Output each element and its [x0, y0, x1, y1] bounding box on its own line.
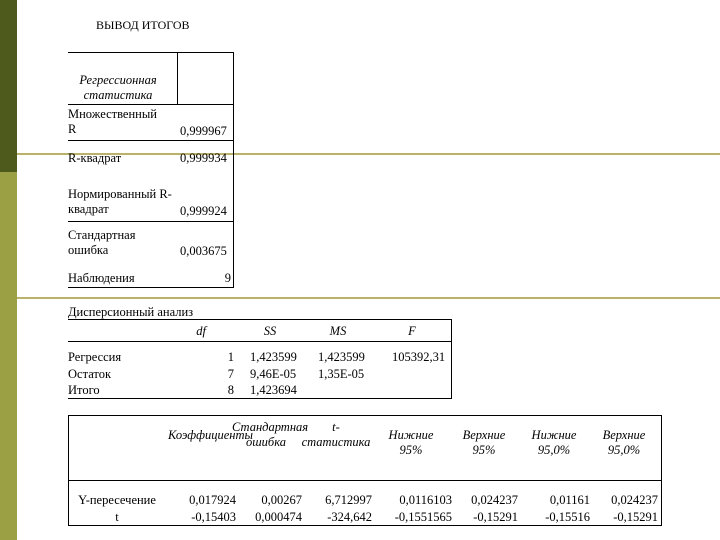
decorative-rule — [17, 153, 720, 155]
coef-header: Стандартная ошибка — [232, 420, 309, 449]
coef-row-label: Y-пересечение — [78, 493, 156, 507]
coef-header: Коэффициенты — [168, 428, 253, 442]
stat-value: 0,999967 — [180, 124, 227, 138]
coef-cell: 0,0116103 — [399, 493, 452, 507]
coef-cell: 0,024237 — [471, 493, 518, 507]
coef-cell: 0,000474 — [255, 510, 302, 524]
coef-cell: 6,712997 — [325, 493, 372, 507]
coef-cell: 0,01161 — [549, 493, 590, 507]
anova-header-ms: MS — [329, 324, 347, 338]
anova-cell: 1 — [227, 350, 234, 364]
coef-cell: -0,15291 — [473, 510, 518, 524]
coef-cell: 0,00267 — [261, 493, 302, 507]
anova-cell: 1,423694 — [250, 383, 297, 397]
anova-title: Дисперсионный анализ — [68, 305, 194, 319]
regression-stats-header: Регрессионная статистика — [79, 73, 157, 102]
anova-cell: 105392,31 — [392, 350, 446, 364]
page-title: ВЫВОД ИТОГОВ — [96, 18, 190, 32]
coef-header: Верхние 95,0% — [602, 428, 646, 457]
coef-cell: -0,15403 — [191, 510, 236, 524]
stat-value: 9 — [224, 271, 231, 285]
stat-label: Множественный R — [68, 107, 157, 136]
coef-cell: -0,1551565 — [394, 510, 452, 524]
anova-header-df: df — [196, 324, 206, 338]
left-bar-dark — [0, 0, 17, 172]
decorative-rule — [17, 297, 720, 299]
coef-cell: -0,15516 — [545, 510, 590, 524]
anova-header-ss: SS — [263, 324, 277, 338]
anova-row-label: Регрессия — [68, 350, 122, 364]
stat-label: Нормированный R-квадрат — [68, 187, 172, 216]
coef-header: Нижние 95% — [388, 428, 434, 457]
coef-header: Нижние 95,0% — [531, 428, 577, 457]
anova-cell: 1,423599 — [318, 350, 365, 364]
anova-cell: 1,423599 — [250, 350, 297, 364]
coef-cell: 0,024237 — [611, 493, 658, 507]
stat-label: Стандартная ошибка — [68, 228, 136, 257]
coef-cell: 0,017924 — [189, 493, 236, 507]
left-bar-light — [0, 172, 17, 540]
coef-header: t-статистика — [301, 420, 371, 449]
stat-value: 0,003675 — [180, 244, 227, 258]
anova-header-f: F — [408, 324, 416, 338]
coef-cell: -0,15291 — [613, 510, 658, 524]
anova-cell: 8 — [227, 383, 234, 397]
stat-label: R-квадрат — [68, 151, 122, 165]
anova-cell: 9,46E-05 — [250, 367, 297, 381]
anova-row-label: Итого — [68, 383, 100, 397]
stat-value: 0,999934 — [180, 151, 227, 165]
stat-value: 0,999924 — [180, 204, 227, 218]
anova-row-label: Остаток — [68, 367, 112, 381]
anova-cell: 7 — [227, 367, 234, 381]
coef-header: Верхние 95% — [462, 428, 506, 457]
stat-label: Наблюдения — [68, 271, 135, 285]
coef-row-label: t — [115, 510, 119, 524]
coef-cell: -324,642 — [327, 510, 372, 524]
anova-cell: 1,35E-05 — [318, 367, 365, 381]
